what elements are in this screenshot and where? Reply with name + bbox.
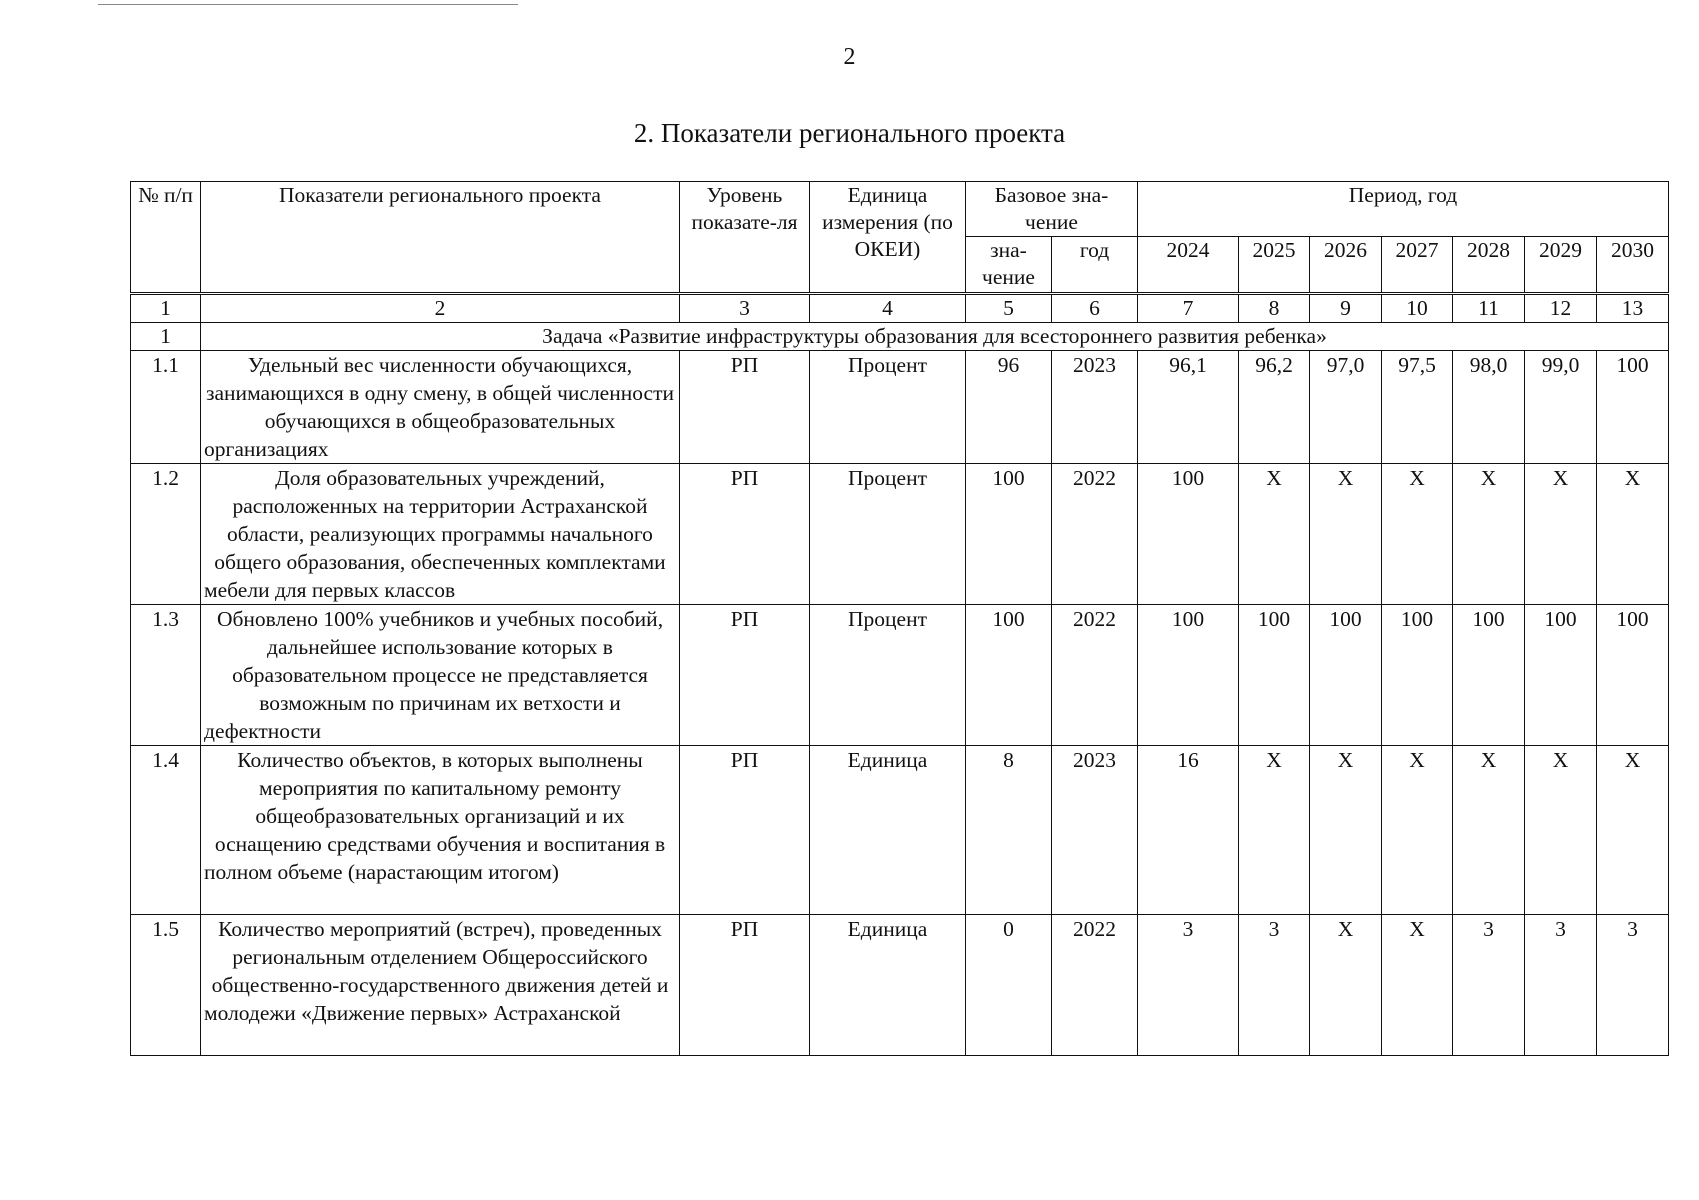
row-num: 1.2 <box>131 464 201 605</box>
column-numbers-row <box>131 294 1669 323</box>
column-number: 1 <box>131 294 201 323</box>
row-num: 1.5 <box>131 915 201 1056</box>
header-year: 2024 <box>1138 237 1239 294</box>
row-level: РП <box>680 746 810 915</box>
table-row <box>131 915 1669 1056</box>
row-year-value: 100 <box>1138 605 1239 746</box>
row-unit: Единица <box>810 746 966 915</box>
row-base-year: 2022 <box>1052 464 1138 605</box>
row-year-value: Х <box>1453 464 1525 605</box>
header-year: 2027 <box>1382 237 1453 294</box>
header-base-value: зна-чение <box>966 237 1052 294</box>
row-indicator-name: Удельный вес численности обучающихся, занимающихся в одну смену, в общей численности обучающихся в общеобразовательных организациях <box>201 351 680 464</box>
row-year-value: Х <box>1382 464 1453 605</box>
row-year-value: 97,0 <box>1310 351 1382 464</box>
header-year: 2030 <box>1597 237 1669 294</box>
header-year: 2025 <box>1239 237 1310 294</box>
task-row <box>131 323 1669 351</box>
row-base-year: 2023 <box>1052 351 1138 464</box>
table-row <box>131 464 1669 605</box>
column-number: 9 <box>1310 294 1382 323</box>
row-year-value: 96,1 <box>1138 351 1239 464</box>
row-year-value: Х <box>1310 746 1382 915</box>
row-year-value: 3 <box>1239 915 1310 1056</box>
row-num: 1.1 <box>131 351 201 464</box>
row-year-value: 97,5 <box>1382 351 1453 464</box>
header-unit: Единица измерения (по ОКЕИ) <box>810 182 966 294</box>
row-level: РП <box>680 351 810 464</box>
row-base-year: 2022 <box>1052 915 1138 1056</box>
header-base-year: год <box>1052 237 1138 294</box>
table-row <box>131 605 1669 746</box>
column-number: 5 <box>966 294 1052 323</box>
row-year-value: Х <box>1239 464 1310 605</box>
row-base-year: 2023 <box>1052 746 1138 915</box>
row-year-value: Х <box>1382 915 1453 1056</box>
row-year-value: 100 <box>1239 605 1310 746</box>
row-base-value: 100 <box>966 605 1052 746</box>
row-unit: Процент <box>810 351 966 464</box>
column-number: 6 <box>1052 294 1138 323</box>
row-year-value: Х <box>1525 464 1597 605</box>
header-num: № п/п <box>131 182 201 294</box>
header-year: 2029 <box>1525 237 1597 294</box>
row-year-value: 96,2 <box>1239 351 1310 464</box>
row-year-value: 100 <box>1597 605 1669 746</box>
header-indicator: Показатели регионального проекта <box>201 182 680 294</box>
row-indicator-name: Количество объектов, в которых выполнены мероприятия по капитальному ремонту общеобразовательных организаций и их оснащению средствами обучения и воспитания в полном объеме (нарастающим итогом) <box>201 746 680 915</box>
column-number: 2 <box>201 294 680 323</box>
row-num: 1.3 <box>131 605 201 746</box>
row-year-value: Х <box>1310 464 1382 605</box>
row-year-value: Х <box>1239 746 1310 915</box>
row-level: РП <box>680 915 810 1056</box>
row-year-value: 100 <box>1382 605 1453 746</box>
column-number: 12 <box>1525 294 1597 323</box>
indicators-table <box>130 181 1669 1056</box>
row-base-value: 8 <box>966 746 1052 915</box>
row-year-value: 100 <box>1453 605 1525 746</box>
column-number: 13 <box>1597 294 1669 323</box>
column-number: 4 <box>810 294 966 323</box>
row-year-value: Х <box>1597 464 1669 605</box>
page-title: 2. Показатели регионального проекта <box>633 118 1066 148</box>
header-year: 2026 <box>1310 237 1382 294</box>
row-unit: Единица <box>810 915 966 1056</box>
row-year-value: 3 <box>1597 915 1669 1056</box>
row-unit: Процент <box>810 605 966 746</box>
row-year-value: 3 <box>1453 915 1525 1056</box>
column-number: 11 <box>1453 294 1525 323</box>
row-base-year: 2022 <box>1052 605 1138 746</box>
header-base: Базовое зна-чение <box>966 182 1138 237</box>
header-year: 2028 <box>1453 237 1525 294</box>
row-year-value: 99,0 <box>1525 351 1597 464</box>
header-level: Уровень показате-ля <box>680 182 810 294</box>
column-number: 3 <box>680 294 810 323</box>
row-year-value: 100 <box>1597 351 1669 464</box>
row-num: 1.4 <box>131 746 201 915</box>
row-year-value: 3 <box>1138 915 1239 1056</box>
table-row <box>131 746 1669 915</box>
row-year-value: 100 <box>1310 605 1382 746</box>
row-indicator-name: Доля образовательных учреждений, расположенных на территории Астраханской области, реализующих программы начального общего образования, обеспеченных комплектами мебели для первых классов <box>201 464 680 605</box>
row-base-value: 0 <box>966 915 1052 1056</box>
row-indicator-name: Количество мероприятий (встреч), проведенных региональным отделением Общероссийского общественно-государственного движения детей и молодежи «Движение первых» Астраханской <box>201 915 680 1056</box>
column-number: 7 <box>1138 294 1239 323</box>
row-unit: Процент <box>810 464 966 605</box>
header-period: Период, год <box>1138 182 1669 237</box>
row-base-value: 96 <box>966 351 1052 464</box>
top-rule <box>98 4 518 5</box>
page-number: 2 <box>843 44 856 70</box>
task-num: 1 <box>131 323 201 351</box>
row-year-value: Х <box>1525 746 1597 915</box>
row-year-value: 98,0 <box>1453 351 1525 464</box>
row-level: РП <box>680 605 810 746</box>
row-year-value: Х <box>1382 746 1453 915</box>
column-number: 8 <box>1239 294 1310 323</box>
row-level: РП <box>680 464 810 605</box>
row-year-value: 16 <box>1138 746 1239 915</box>
row-base-value: 100 <box>966 464 1052 605</box>
column-number: 10 <box>1382 294 1453 323</box>
row-year-value: 3 <box>1525 915 1597 1056</box>
task-text: Задача «Развитие инфраструктуры образования для всестороннего развития ребенка» <box>201 323 1669 351</box>
row-indicator-name: Обновлено 100% учебников и учебных пособий, дальнейшее использование которых в образовательном процессе не представляется возможным по причинам их ветхости и дефектности <box>201 605 680 746</box>
row-year-value: 100 <box>1525 605 1597 746</box>
row-year-value: 100 <box>1138 464 1239 605</box>
row-year-value: Х <box>1310 915 1382 1056</box>
row-year-value: Х <box>1597 746 1669 915</box>
header-row <box>131 182 1669 237</box>
table-row <box>131 351 1669 464</box>
row-year-value: Х <box>1453 746 1525 915</box>
